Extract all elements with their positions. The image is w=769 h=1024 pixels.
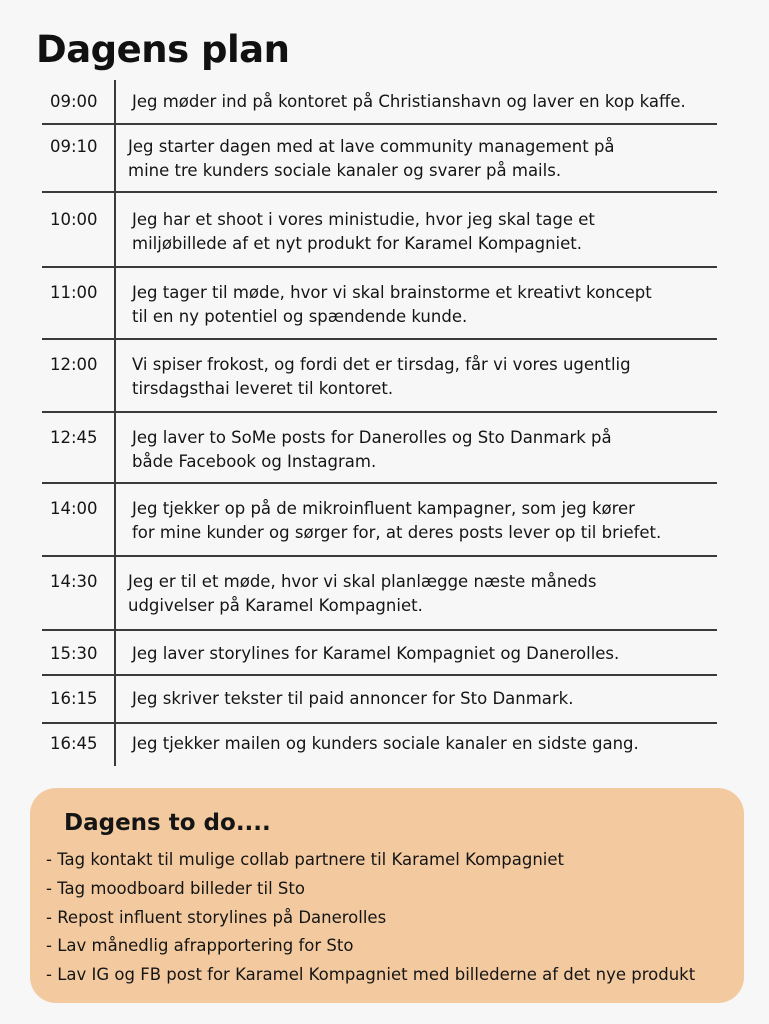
schedule-text: Jeg laver storylines for Karamel Kompagniet og Danerolles.	[132, 644, 620, 663]
schedule-time: 09:10	[42, 125, 116, 191]
schedule-row	[42, 80, 717, 125]
schedule-row	[42, 631, 717, 676]
schedule-text: Jeg starter dagen med at lave community management på mine tre kunders sociale kanaler og svarer på mails.	[128, 137, 615, 180]
schedule-row	[42, 676, 717, 724]
schedule-text: Jeg møder ind på kontoret på Christianshavn og laver en kop kaffe.	[132, 92, 686, 111]
todo-item: - Tag moodboard billeder til Sto	[46, 878, 305, 898]
schedule-time: 09:00	[42, 80, 116, 123]
todo-title: Dagens to do....	[64, 810, 271, 836]
schedule-row	[42, 268, 717, 340]
schedule-time: 14:00	[42, 484, 116, 555]
schedule-row	[42, 193, 717, 268]
schedule-text: Vi spiser frokost, og fordi det er tirsdag, får vi vores ugentlig tirsdagsthai leveret til kontoret.	[132, 355, 631, 398]
schedule-text: Jeg tjekker mailen og kunders sociale kanaler en sidste gang.	[132, 734, 639, 753]
schedule-time: 16:45	[42, 724, 116, 766]
todo-item: - Lav månedlig afrapportering for Sto	[46, 936, 354, 956]
schedule-time: 10:00	[42, 193, 116, 266]
page-title: Dagens plan	[36, 28, 290, 71]
schedule-row	[42, 340, 717, 413]
schedule-row	[42, 125, 717, 193]
schedule-text: Jeg har et shoot i vores ministudie, hvor jeg skal tage et miljøbillede af et nyt produkt for Karamel Kompagniet.	[132, 210, 595, 253]
todo-item: - Repost influent storylines på Danerolles	[46, 907, 387, 927]
schedule-time: 16:15	[42, 676, 116, 722]
todo-box	[30, 788, 744, 1003]
schedule-row	[42, 484, 717, 557]
schedule-text: Jeg er til et møde, hvor vi skal planlægge næste måneds udgivelser på Karamel Kompagniet.	[128, 572, 597, 615]
schedule-time: 15:30	[42, 631, 116, 674]
schedule-time: 12:00	[42, 340, 116, 411]
schedule-text: Jeg tager til møde, hvor vi skal brainstorme et kreativt koncept til en ny potentiel og spændende kunde.	[132, 283, 652, 326]
schedule-time: 11:00	[42, 268, 116, 338]
schedule-row	[42, 724, 717, 766]
schedule-text: Jeg laver to SoMe posts for Danerolles og Sto Danmark på både Facebook og Instagram.	[132, 428, 612, 471]
schedule-text: Jeg skriver tekster til paid annoncer for Sto Danmark.	[132, 689, 574, 708]
schedule-table	[42, 80, 717, 766]
schedule-row	[42, 413, 717, 484]
todo-list	[46, 846, 695, 990]
schedule-row	[42, 557, 717, 631]
todo-item: - Tag kontakt til mulige collab partnere til Karamel Kompagniet	[46, 850, 564, 869]
schedule-text: Jeg tjekker op på de mikroinfluent kampagner, som jeg kører for mine kunder og sørger for, at deres posts lever op til briefet.	[132, 499, 662, 542]
schedule-time: 14:30	[42, 557, 116, 629]
schedule-time: 12:45	[42, 413, 116, 482]
todo-item: - Lav IG og FB post for Karamel Kompagniet med billederne af det nye produkt	[46, 965, 696, 985]
